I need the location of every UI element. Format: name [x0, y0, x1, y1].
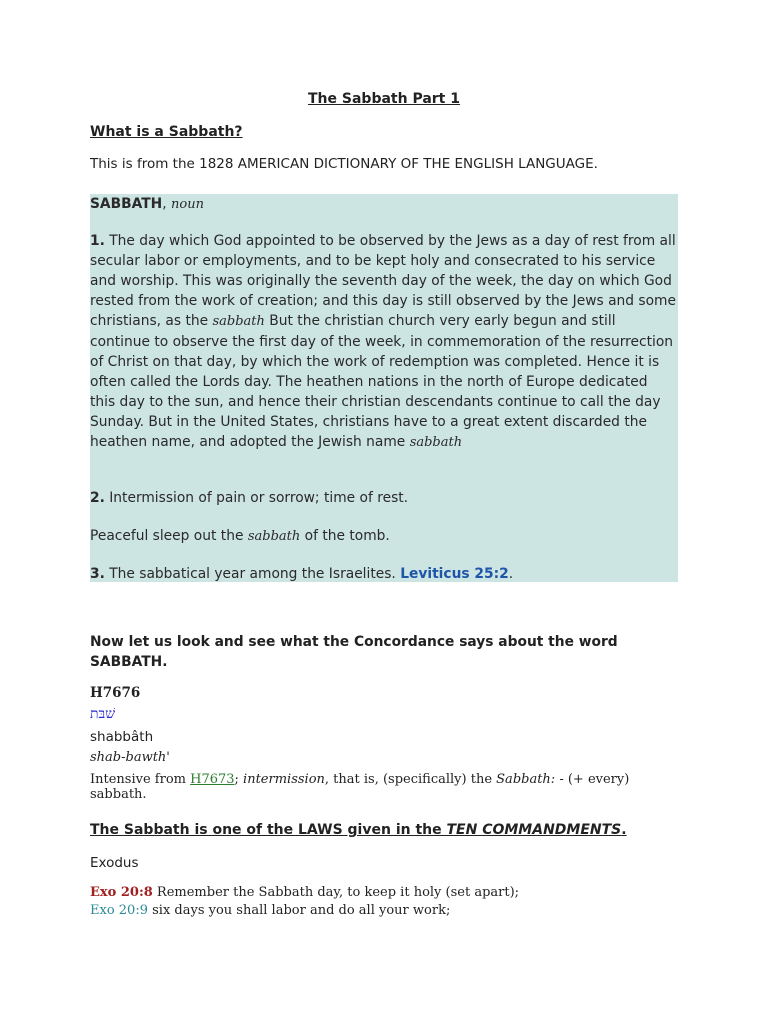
- verse-ref[interactable]: Exo 20:8: [90, 885, 153, 900]
- book-label-exodus: Exodus: [90, 855, 139, 871]
- definition-1: 1. The day which God appointed to be observed by the Jews as a day of rest from all secular labor or employments, and to be kept holy and consecrated to his service and worship. This was originally the seventh day of the week, the day on which God rested from the work of creation; and this day is still observed by the Jews and some christians, as the sabbath But the christian church very early begun and still continue to observe the first day of the week, in commemoration of the resurrection of Christ on that day, by which the work of redemption was completed. Hence it is often called the Lords day. The heathen nations in the north of Europe dedicated this day to the sun, and hence their christian descendants continue to call the day Sunday. But in the United States, christians have to a great extent discarded the heathen name, and adopted the Jewish name sabbath: [90, 233, 676, 450]
- page-title: The Sabbath Part 1: [308, 91, 460, 107]
- section-heading-what-is-sabbath: What is a Sabbath?: [90, 124, 243, 140]
- intro-text: This is from the 1828 AMERICAN DICTIONARY OF THE ENGLISH LANGUAGE.: [90, 156, 598, 172]
- dictionary-definition-box: [90, 194, 678, 582]
- strongs-definition: Intensive from H7673; intermission, that is, (specifically) the Sabbath: - (+ every) sabbath.: [90, 772, 630, 802]
- definition-2: 2. Intermission of pain or sorrow; time of rest.: [90, 490, 409, 506]
- part-of-speech: noun: [171, 197, 204, 212]
- definition-headword: SABBATH, noun: [90, 196, 204, 212]
- hebrew-word: שׁבּת: [90, 706, 116, 722]
- strongs-number: H7676: [90, 685, 141, 701]
- laws-heading: The Sabbath is one of the LAWS given in the TEN COMMANDMENTS.: [90, 822, 627, 838]
- concordance-heading: Now let us look and see what the Concordance says about the word SABBATH.: [90, 634, 618, 670]
- verse-exo-20-8: Exo 20:8 Remember the Sabbath day, to keep it holy (set apart);: [90, 885, 520, 900]
- definition-2-example: Peaceful sleep out the sabbath of the tomb.: [90, 528, 390, 544]
- headword: SABBATH: [90, 196, 163, 212]
- verse-exo-20-9: Exo 20:9 six days you shall labor and do all your work;: [90, 903, 451, 918]
- transliteration: shabbâth: [90, 729, 154, 745]
- pronunciation: shab-bawth': [90, 750, 170, 765]
- verse-ref[interactable]: Exo 20:9: [90, 903, 148, 918]
- definition-3: 3. The sabbatical year among the Israelites. Leviticus 25:2.: [90, 566, 514, 582]
- leviticus-link[interactable]: Leviticus 25:2: [400, 566, 509, 582]
- strongs-link-h7673[interactable]: H7673: [190, 772, 235, 787]
